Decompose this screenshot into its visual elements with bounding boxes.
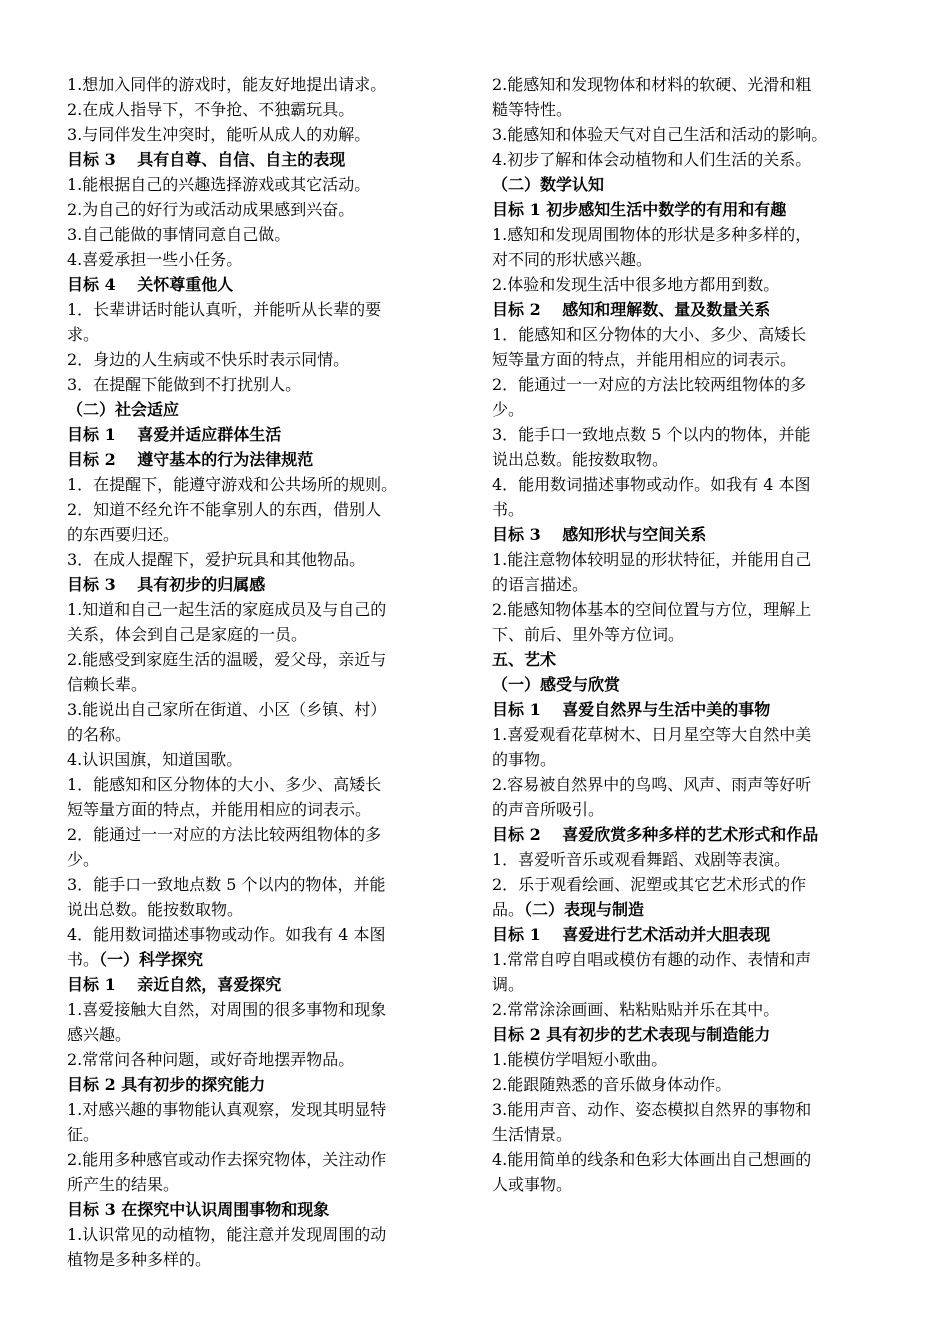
text-line: 说出总数。能按数取物。 [492, 450, 669, 469]
section-heading: （二）数学认知 [492, 175, 605, 194]
section-heading: 目标 1 喜爱进行艺术活动并大胆表现 [492, 925, 771, 944]
text-line: 3.能用声音、动作、姿态模拟自然界的事物和 [492, 1100, 812, 1119]
text-line: 3．能手口一致地点数 5 个以内的物体，并能 [67, 875, 386, 894]
text-line: 2.体验和发现生活中很多地方都用到数。 [492, 275, 780, 294]
text-line: 1.感知和发现周围物体的形状是多种多样的， [492, 225, 812, 244]
section-heading: 目标 1 初步感知生活中数学的有用和有趣 [492, 200, 787, 219]
text-line: 关系，体会到自己是家庭的一员。 [67, 625, 308, 644]
text-line: 的名称。 [67, 725, 132, 744]
text-line [67, 947, 459, 972]
text-line: 3．能手口一致地点数 5 个以内的物体，并能 [492, 425, 811, 444]
text-line: 糙等特性。 [492, 100, 573, 119]
text-line: 2．能通过一一对应的方法比较两组物体的多 [492, 375, 807, 394]
text-line: 的声音所吸引。 [492, 800, 605, 819]
text-line: 1．在提醒下，能遵守游戏和公共场所的规则。 [67, 475, 398, 494]
text-line: 人或事物。 [492, 1175, 573, 1194]
text-line: 短等量方面的特点，并能用相应的词表示。 [492, 350, 797, 369]
text-line: 的东西要归还。 [67, 525, 180, 544]
text-line: 下、前后、里外等方位词。 [492, 625, 685, 644]
text-line: 3.自己能做的事情同意自己做。 [67, 225, 291, 244]
text-line: 2.能感知物体基本的空间位置与方位，理解上 [492, 600, 812, 619]
text-line: 4.初步了解和体会动植物和人们生活的关系。 [492, 150, 812, 169]
text-line: 4.喜爱承担一些小任务。 [67, 250, 243, 269]
text-line: 调。 [492, 975, 525, 994]
text-line: 4.能用简单的线条和色彩大体画出自己想画的 [492, 1150, 812, 1169]
text-line: 1.能根据自己的兴趣选择游戏或其它活动。 [67, 175, 371, 194]
inline-heading: （一）科学探究 [99, 950, 204, 969]
text-line: 2.常常问各种问题，或好奇地摆弄物品。 [67, 1050, 355, 1069]
text-line: 征。 [67, 1125, 100, 1144]
text-segment: 品。 [492, 900, 525, 919]
text-line: 3.能说出自己家所在街道、小区（乡镇、村） [67, 700, 387, 719]
text-line: 1．能感知和区分物体的大小、多少、高矮长 [67, 775, 382, 794]
text-line: 1.喜爱观看花草树木、日月星空等大自然中美 [492, 725, 812, 744]
right-column [492, 72, 884, 1197]
section-heading: （二）社会适应 [67, 400, 180, 419]
text-line: 生活情景。 [492, 1125, 573, 1144]
text-line: 2．身边的人生病或不快乐时表示同情。 [67, 350, 350, 369]
text-line: 1．喜爱听音乐或观看舞蹈、戏剧等表演。 [492, 850, 791, 869]
section-heading: 目标 3 在探究中认识周围事物和现象 [67, 1200, 330, 1219]
text-line: 对不同的形状感兴趣。 [492, 250, 653, 269]
section-heading: 五、艺术 [492, 650, 557, 669]
text-line: 1.知道和自己一起生活的家庭成员及与自己的 [67, 600, 387, 619]
text-line: 3.与同伴发生冲突时，能听从成人的劝解。 [67, 125, 371, 144]
section-heading: 目标 2 具有初步的探究能力 [67, 1075, 266, 1094]
text-line: 少。 [492, 400, 525, 419]
text-line: 2．乐于观看绘画、泥塑或其它艺术形式的作 [492, 875, 807, 894]
text-line: 2.能感知和发现物体和材料的软硬、光滑和粗 [492, 75, 812, 94]
section-heading: 目标 1 亲近自然，喜爱探究 [67, 975, 282, 994]
section-heading: 目标 3 感知形状与空间关系 [492, 525, 707, 544]
text-line: 1．能感知和区分物体的大小、多少、高矮长 [492, 325, 807, 344]
section-heading: 目标 4 关怀尊重他人 [67, 275, 234, 294]
text-line: 4．能用数词描述事物或动作。如我有 4 本图 [492, 475, 811, 494]
text-line: 求。 [67, 325, 100, 344]
text-line [492, 897, 884, 922]
text-line: 2．能通过一一对应的方法比较两组物体的多 [67, 825, 382, 844]
section-heading: 目标 2 遵守基本的行为法律规范 [67, 450, 314, 469]
text-line: 1.能模仿学唱短小歌曲。 [492, 1050, 668, 1069]
text-line: 2.为自己的好行为或活动成果感到兴奋。 [67, 200, 355, 219]
text-line: 1．长辈讲话时能认真听，并能听从长辈的要 [67, 300, 382, 319]
text-line: 1.对感兴趣的事物能认真观察，发现其明显特 [67, 1100, 387, 1119]
text-line: 1.能注意物体较明显的形状特征，并能用自己 [492, 550, 812, 569]
text-line: 的语言描述。 [492, 575, 589, 594]
section-heading: 目标 2 喜爱欣赏多种多样的艺术形式和作品 [492, 825, 819, 844]
text-line: 1.认识常见的动植物，能注意并发现周围的动 [67, 1225, 387, 1244]
text-line: 3.能感知和体验天气对自己生活和活动的影响。 [492, 125, 828, 144]
left-column [67, 72, 459, 1272]
text-line: 的事物。 [492, 750, 557, 769]
text-line: 4．能用数词描述事物或动作。如我有 4 本图 [67, 925, 386, 944]
text-line: 2.能用多种感官或动作去探究物体，关注动作 [67, 1150, 387, 1169]
text-line: 2.能感受到家庭生活的温暖，爱父母，亲近与 [67, 650, 387, 669]
text-line: 3．在成人提醒下，爱护玩具和其他物品。 [67, 550, 366, 569]
section-heading: 目标 2 具有初步的艺术表现与制造能力 [492, 1025, 771, 1044]
text-segment: 书。 [67, 950, 100, 969]
text-line: 2.容易被自然界中的鸟鸣、风声、雨声等好听 [492, 775, 812, 794]
text-line: 2.在成人指导下，不争抢、不独霸玩具。 [67, 100, 355, 119]
text-line: 2.能跟随熟悉的音乐做身体动作。 [492, 1075, 732, 1094]
text-line: 植物是多种多样的。 [67, 1250, 212, 1269]
text-line: 信赖长辈。 [67, 675, 148, 694]
section-heading: 目标 2 感知和理解数、量及数量关系 [492, 300, 771, 319]
text-line: 说出总数。能按数取物。 [67, 900, 244, 919]
section-heading: 目标 1 喜爱并适应群体生活 [67, 425, 282, 444]
text-line: 1.喜爱接触大自然，对周围的很多事物和现象 [67, 1000, 387, 1019]
text-line: 所产生的结果。 [67, 1175, 180, 1194]
text-line: 书。 [492, 500, 525, 519]
text-line: 感兴趣。 [67, 1025, 132, 1044]
inline-heading: （二）表现与制造 [524, 900, 645, 919]
text-line: 4.认识国旗，知道国歌。 [67, 750, 243, 769]
section-heading: 目标 1 喜爱自然界与生活中美的事物 [492, 700, 771, 719]
text-line: 2．知道不经允许不能拿别人的东西，借别人 [67, 500, 382, 519]
text-line: 短等量方面的特点，并能用相应的词表示。 [67, 800, 372, 819]
section-heading: 目标 3 具有自尊、自信、自主的表现 [67, 150, 346, 169]
section-heading: 目标 3 具有初步的归属感 [67, 575, 266, 594]
text-line: 1.想加入同伴的游戏时，能友好地提出请求。 [67, 75, 387, 94]
text-line: 2.常常涂涂画画、粘粘贴贴并乐在其中。 [492, 1000, 780, 1019]
text-line: 少。 [67, 850, 100, 869]
text-line: 1.常常自哼自唱或模仿有趣的动作、表情和声 [492, 950, 812, 969]
section-heading: （一）感受与欣赏 [492, 675, 621, 694]
text-line: 3．在提醒下能做到不打扰别人。 [67, 375, 302, 394]
